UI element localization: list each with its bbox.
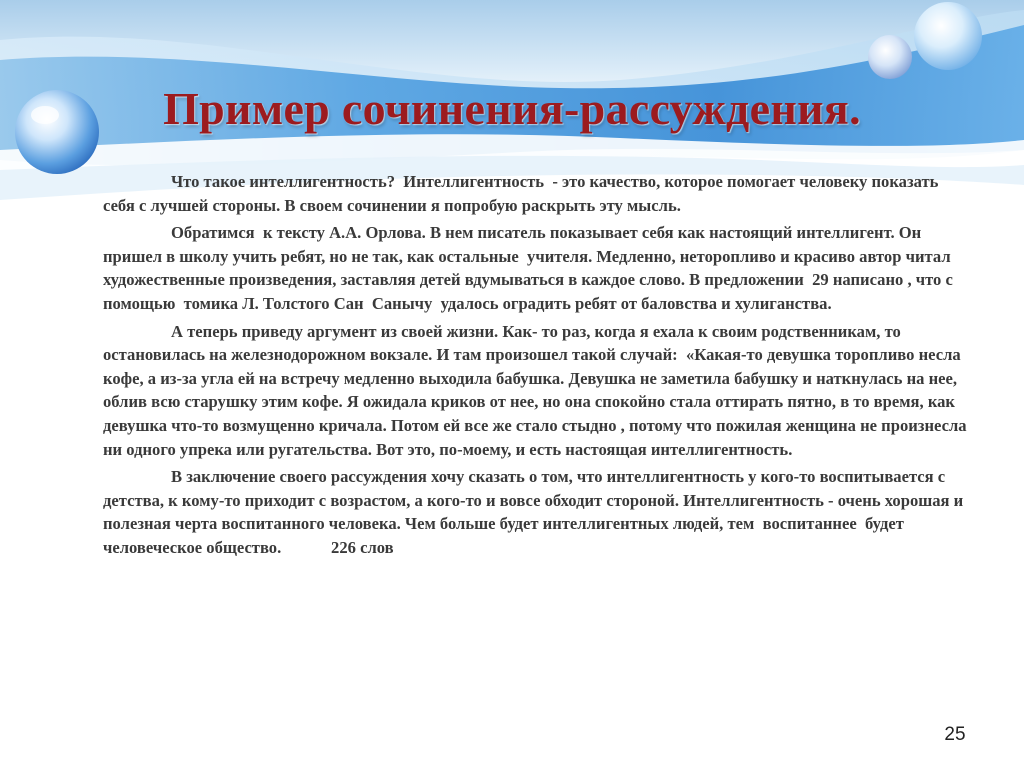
paragraph-intro: Что такое интеллигентность? Интеллигентность - это качество, которое помогает человеку показать себя с лучшей стороны. В своем сочинении я попробую раскрыть эту мысль.: [103, 172, 943, 215]
slide-number: 25: [944, 724, 966, 745]
essay-text: [103, 170, 973, 564]
paragraph-conclusion: В заключение своего рассуждения хочу сказать о том, что интеллигентность у кого-то воспитывается с детства, к кому-то приходит с возрастом, а кого-то и вовсе обходит стороной. Интеллигентность - очень хорошая и полезная черта воспитанного человека. Чем больше будет интеллигентных людей, тем воспитаннее будет человеческое общество. 226 слов: [103, 467, 968, 557]
paragraph-life-argument: А теперь приведу аргумент из своей жизни. Как- то раз, когда я ехала к своим родственникам, то остановилась на железнодорожном вокзале. И там произошел такой случай: «Какая-то девушка торопливо несла кофе, а из-за угла ей на встречу медленно выходила бабушка. Девушка не заметила бабушку и наткнулась на нее, облив всю старушку этим кофе. Я ожидала криков от нее, но она спокойно стала оттирать пятно, в то время, как девушка что-то возмущенно кричала. Потом ей все же стало стыдно , потому что пожилая женщина не произнесла ни одного упрека или ругательства. Вот это, по-моему, и есть настоящая интеллигентность.: [103, 321, 971, 459]
slide-title: Пример сочинения-рассуждения.: [163, 83, 861, 134]
paragraph-text-argument: Обратимся к тексту А.А. Орлова. В нем писатель показывает себя как настоящий интеллигент. Он пришел в школу учить ребят, но не так, как остальные учителя. Медленно, неторопливо и красиво автор читал художественные произведения, заставляя детей вдумываться в каждое слово. В предложении 29 написано , что с помощью томика Л. Толстого Сан Санычу удалось оградить ребят от баловства и хулиганства.: [103, 223, 958, 313]
